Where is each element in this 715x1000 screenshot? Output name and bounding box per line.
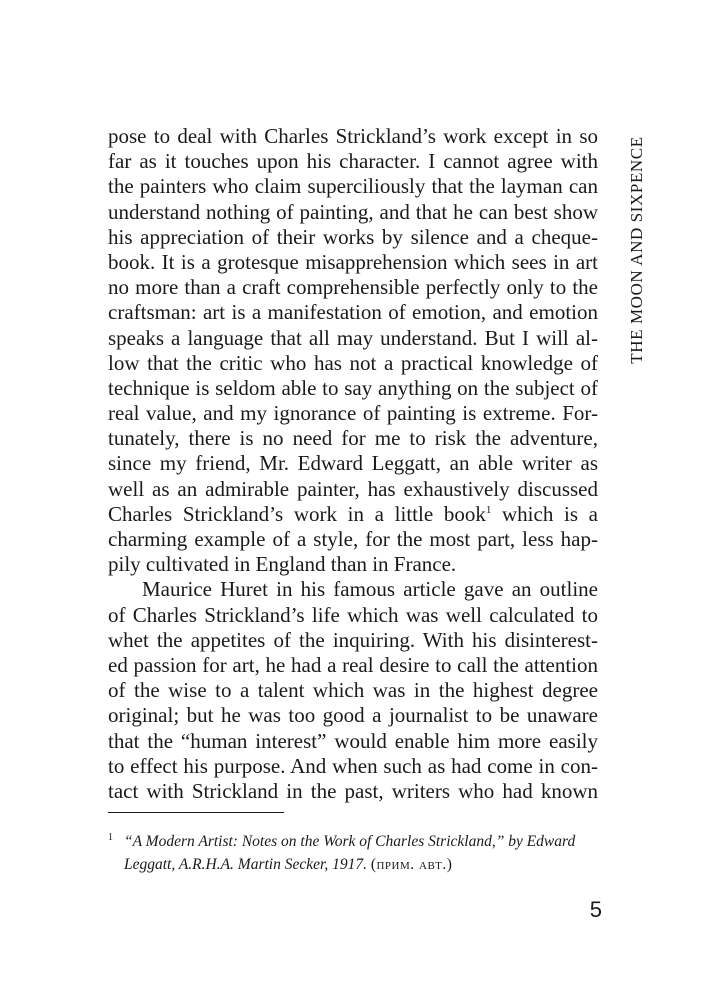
- text-segment: Charles Strickland’s work in a little book: [108, 501, 486, 526]
- footnote: [108, 826, 600, 876]
- page-number: 5: [589, 897, 602, 922]
- footnote-citation: “A Modern Artist: Notes on the Work of Charles Strickland,” by Edward: [124, 833, 576, 850]
- text-line: pose to deal with Charles Strickland’s work except in so: [108, 124, 598, 148]
- text-line: charming example of a style, for the most part, less hap-: [108, 527, 598, 551]
- text-line: understand nothing of painting, and that he can best show: [108, 199, 598, 224]
- text-line: craftsman: art is a manifestation of emotion, and emotion: [108, 300, 598, 325]
- running-head-text: THE MOON AND SIXPENCE: [627, 136, 646, 364]
- body-text: [108, 124, 598, 804]
- footnote-line: [108, 826, 600, 853]
- text-line: the painters who claim superciliously that the layman can: [108, 174, 598, 199]
- text-line: Maurice Huret in his famous article gave an outline: [142, 577, 598, 602]
- footnote-rule: [108, 812, 284, 813]
- text-line: tunately, there is no need for me to risk the adventure,: [108, 426, 598, 451]
- text-line: ed passion for art, he had a real desire to call the attention: [108, 652, 598, 677]
- text-line: real value, and my ignorance of painting is extreme. For-: [108, 401, 598, 426]
- text-line: whet the appetites of the inquiring. With his disinterest-: [108, 627, 598, 652]
- footnote-reference[interactable]: 1: [485, 503, 492, 516]
- text-line: no more than a craft comprehensible perfectly only to the: [108, 275, 598, 300]
- text-line: to effect his purpose. And when such as had come in con-: [108, 753, 598, 778]
- text-line: tact with Strickland in the past, writers who had known: [108, 778, 598, 803]
- text-line: book. It is a grotesque misapprehension which sees in art: [108, 249, 598, 274]
- text-line: his appreciation of their works by silence and a cheque-: [108, 224, 598, 249]
- footnote-line: [108, 853, 600, 876]
- translator-note: (прим. авт.): [370, 856, 453, 873]
- text-line: far as it touches upon his character. I cannot agree with: [108, 149, 598, 174]
- text-line: well as an admirable painter, has exhaustively discussed: [108, 476, 598, 501]
- text-line: speaks a language that all may understand. But I will al-: [108, 325, 598, 350]
- text-line-with-footnote-ref: [108, 502, 598, 527]
- text-line: pily cultivated in England than in France.: [108, 552, 457, 577]
- text-line: since my friend, Mr. Edward Leggatt, an able writer as: [108, 451, 598, 476]
- text-line: technique is seldom able to say anything on the subject of: [108, 375, 598, 400]
- text-line: of the wise to a talent which was in the highest degree: [108, 678, 598, 703]
- text-line: original; but he was too good a journalist to be unaware: [108, 703, 598, 728]
- footnote-marker: 1: [108, 832, 113, 843]
- text-line: that the “human interest” would enable him more easily: [108, 728, 598, 753]
- text-line: of Charles Strickland’s life which was well calculated to: [108, 602, 598, 627]
- text-segment: which is a: [491, 501, 598, 526]
- running-head: [624, 128, 650, 372]
- text-line: low that the critic who has not a practical knowledge of: [108, 350, 598, 375]
- footnote-citation-cont: Leggatt, A.R.H.A. Martin Secker, 1917.: [124, 856, 371, 873]
